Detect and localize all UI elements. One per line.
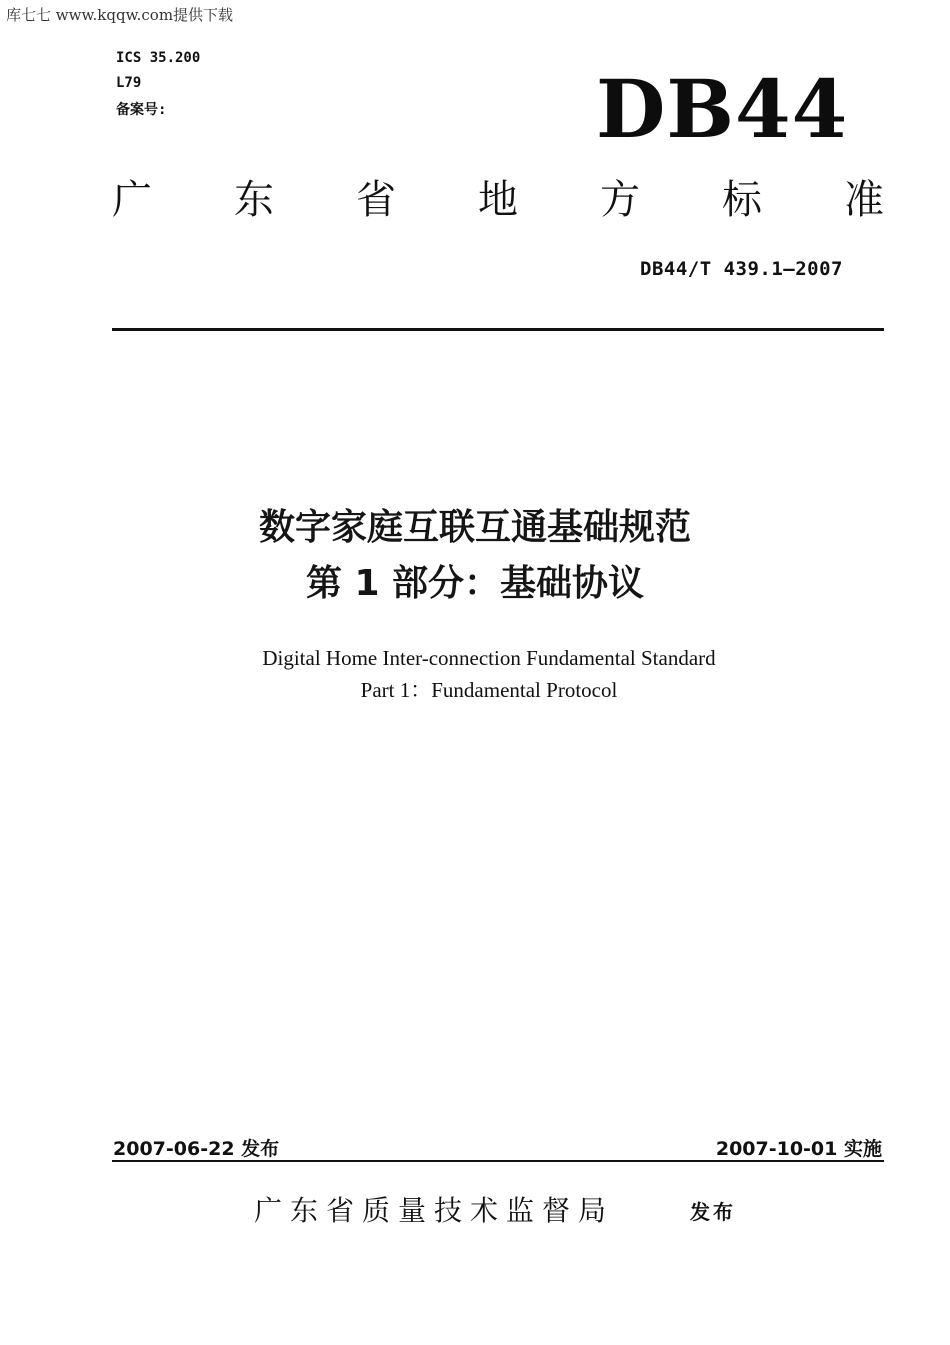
title-cn-line1: 数字家庭互联互通基础规范	[258, 507, 691, 548]
publisher-name: 广东省质量技术监督局	[254, 1194, 615, 1227]
title-en-line1: Digital Home Inter-connection Fundamental Standard	[262, 646, 716, 670]
footer-divider	[112, 1160, 884, 1162]
standard-type-char: 准	[844, 177, 884, 223]
header-divider	[112, 328, 884, 331]
watermark-text: 库七七 www.kqqw.com提供下载	[6, 6, 234, 24]
standard-type-heading	[112, 176, 884, 224]
db44-logo: DB44	[596, 62, 849, 156]
record-number-label: 备案号:	[116, 102, 167, 118]
standard-number: DB44/T 439.1—2007	[640, 258, 843, 280]
issue-date: 2007-06-22 发布	[113, 1138, 280, 1160]
effective-date: 2007-10-01 实施	[715, 1138, 882, 1160]
ics-code: ICS 35.200	[116, 50, 201, 66]
standard-type-char: 地	[478, 177, 518, 223]
title-cn-line2: 第 1 部分：基础协议	[305, 563, 645, 604]
classification-code: L79	[116, 75, 142, 91]
standard-type-char: 东	[234, 177, 274, 223]
standard-type-char: 标	[722, 177, 762, 223]
title-en-line2: Part 1：Fundamental Protocol	[360, 678, 618, 702]
standard-type-char: 广	[112, 177, 152, 223]
standard-type-char: 方	[600, 177, 640, 223]
publisher-suffix: 发布	[690, 1200, 736, 1224]
standard-type-char: 省	[356, 177, 396, 223]
